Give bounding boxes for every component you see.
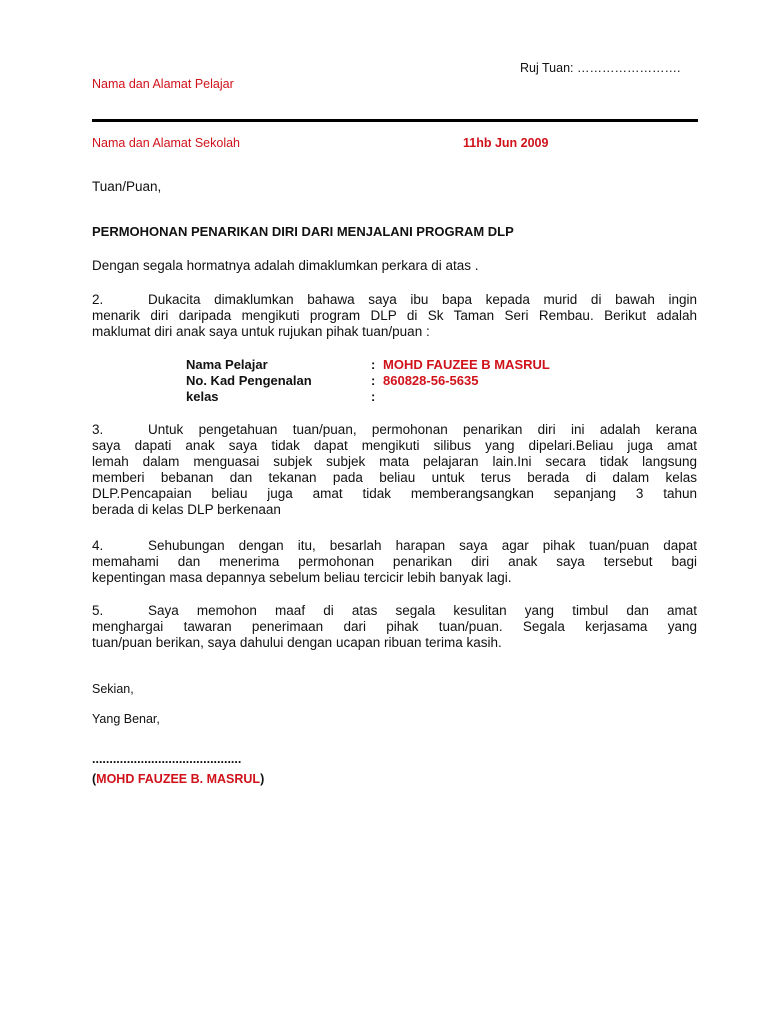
- school-address-placeholder: Nama dan Alamat Sekolah: [92, 136, 241, 150]
- letter-date: 11hb Jun 2009: [463, 136, 549, 150]
- paragraph-4: [92, 538, 697, 586]
- student-address-placeholder: Nama dan Alamat Pelajar: [92, 77, 234, 91]
- paragraph-line: Untuk pengetahuan tuan/puan, permohonan penarikan diri ini adalah kerana: [148, 422, 697, 437]
- paragraph-number: 5.: [92, 603, 104, 618]
- paragraph-line: memberi bebanan dan tekanan pada beliau untuk terus berada di dalam kelas: [92, 470, 697, 485]
- paragraph-line: memahami dan menerima permohonan penarikan diri anak saya tersebut bagi: [92, 554, 697, 569]
- detail-value: 860828-56-5635: [383, 373, 479, 388]
- paragraph-line: Saya memohon maaf di atas segala kesulitan yang timbul dan amat: [148, 603, 697, 618]
- closing-sekian: Sekian,: [92, 682, 134, 696]
- paragraph-line: menarik diri daripada mengikuti program DLP di Sk Taman Seri Rembau. Berikut adalah: [92, 308, 697, 323]
- opening-line: Dengan segala hormatnya adalah dimaklumkan perkara di atas .: [92, 258, 479, 273]
- paragraph-line: Sehubungan dengan itu, besarlah harapan saya agar pihak tuan/puan dapat: [148, 538, 697, 553]
- school-date-row: [92, 135, 698, 151]
- paragraph-line: lemah dalam menguasai subjek subjek mata pelajaran lain.Ini secara tidak langsung: [92, 454, 697, 469]
- paragraph-line: maklumat diri anak saya untuk rujukan pihak tuan/puan :: [92, 324, 430, 339]
- detail-colon: :: [371, 389, 376, 404]
- paragraph-line: DLP.Pencapaian beliau juga amat tidak memberangsangkan sepanjang 3 tahun: [92, 486, 697, 501]
- salutation: Tuan/Puan,: [92, 179, 162, 194]
- paragraph-line: saya dapati anak saya tidak dapat mengikuti silibus yang dipelari.Beliau juga amat: [92, 438, 697, 453]
- paragraph-line: tuan/puan berikan, saya dahului dengan ucapan ribuan terima kasih.: [92, 635, 502, 650]
- paragraph-line: kepentingan masa depannya sebelum beliau tercicir lebih banyak lagi.: [92, 570, 512, 585]
- paragraph-5: [92, 603, 697, 651]
- paren: (: [92, 772, 97, 786]
- paragraph-line: menghargai tawaran penerimaan dari pihak tuan/puan. Segala kerjasama yang: [92, 619, 697, 634]
- detail-colon: :: [371, 373, 376, 388]
- paragraph-number: 2.: [92, 292, 104, 307]
- detail-label: No. Kad Pengenalan: [186, 373, 312, 388]
- paragraph-3: [92, 422, 697, 518]
- paren: ): [260, 772, 265, 786]
- paragraph-number: 3.: [92, 422, 104, 437]
- closing-yang-benar: Yang Benar,: [92, 712, 160, 726]
- detail-value: [383, 389, 698, 405]
- reference-field: Ruj Tuan: …………………….: [520, 61, 681, 75]
- detail-value: MOHD FAUZEE B MASRUL: [383, 357, 550, 372]
- signature-line: ...........................................: [92, 752, 242, 766]
- detail-row-ic: [186, 373, 698, 389]
- paragraph-line: berada di kelas DLP berkenaan: [92, 502, 281, 517]
- detail-label: kelas: [186, 389, 219, 404]
- detail-row-class: [186, 389, 698, 405]
- signatory-name: [92, 771, 698, 787]
- signatory-name-text: MOHD FAUZEE B. MASRUL: [96, 772, 261, 786]
- detail-colon: :: [371, 357, 376, 372]
- student-details: [186, 357, 698, 405]
- detail-row-name: [186, 357, 698, 373]
- paragraph-number: 4.: [92, 538, 104, 553]
- paragraph-2: [92, 292, 697, 340]
- paragraph-line: Dukacita dimaklumkan bahawa saya ibu bapa kepada murid di bawah ingin: [148, 292, 697, 307]
- detail-label: Nama Pelajar: [186, 357, 268, 372]
- letter-subject: PERMOHONAN PENARIKAN DIRI DARI MENJALANI PROGRAM DLP: [92, 224, 514, 239]
- divider: [92, 119, 698, 122]
